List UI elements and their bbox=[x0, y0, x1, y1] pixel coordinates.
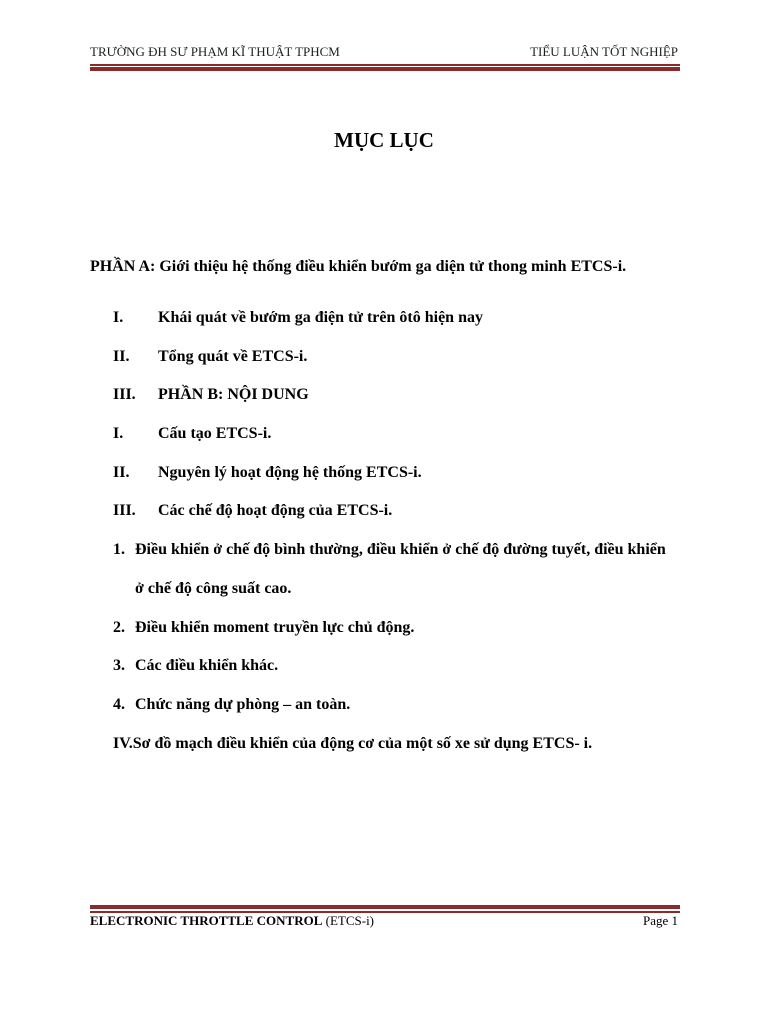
toc-item-number: III. bbox=[113, 502, 136, 519]
footer-title-abbrev: (ETCS-i) bbox=[322, 913, 375, 928]
toc-item-number: 2. bbox=[113, 619, 125, 636]
page-number: Page 1 bbox=[642, 913, 678, 928]
toc-item-number: II. bbox=[113, 464, 130, 481]
header-document-type: TIỂU LUẬN TỐT NGHIỆP bbox=[530, 44, 678, 59]
toc-item-text: PHẦN B: NỘI DUNG bbox=[158, 386, 309, 403]
toc-item-text: Chức năng dự phòng – an toàn. bbox=[135, 696, 351, 713]
toc-item-number: 3. bbox=[113, 657, 125, 674]
footer-rule-thick bbox=[90, 905, 680, 909]
toc-item-text: Khái quát về bướm ga điện tử trên ôtô hiện nay bbox=[158, 309, 483, 326]
header-rule-thin bbox=[90, 64, 680, 66]
page-title: MỤC LỤC bbox=[334, 128, 434, 152]
page-header bbox=[90, 44, 678, 64]
footer-title-bold: ELECTRONIC THROTTLE CONTROL bbox=[90, 913, 323, 928]
toc-item-text: Điều khiển ở chế độ bình thường, điều khiển ở chế độ đường tuyết, điều khiển bbox=[135, 541, 666, 558]
toc-item-number: I. bbox=[113, 425, 124, 442]
toc-item-text: ở chế độ công suất cao. bbox=[135, 580, 292, 597]
page-footer bbox=[90, 913, 678, 933]
footer-document-title bbox=[90, 913, 374, 929]
part-a-heading: PHẦN A: Giới thiệu hệ thống điều khiển bướm ga diện tử thong minh ETCS-i. bbox=[90, 258, 627, 275]
toc-item-number: III. bbox=[113, 386, 136, 403]
toc-item-number: 4. bbox=[113, 696, 125, 713]
toc-item-number: II. bbox=[113, 348, 130, 365]
toc-item-number: I. bbox=[113, 309, 124, 326]
toc-item-number: 1. bbox=[113, 541, 125, 558]
toc-item-text: Tổng quát về ETCS-i. bbox=[158, 348, 308, 365]
toc-item-text: Cấu tạo ETCS-i. bbox=[158, 425, 272, 442]
toc-item-text: Điều khiển moment truyền lực chủ động. bbox=[135, 619, 415, 636]
toc-item-text: IV.Sơ đồ mạch điều khiển của động cơ của một số xe sử dụng ETCS- i. bbox=[113, 735, 593, 752]
toc-item-text: Các chế độ hoạt động của ETCS-i. bbox=[158, 502, 393, 519]
header-school-name: TRƯỜNG ĐH SƯ PHẠM KĨ THUẬT TPHCM bbox=[90, 44, 340, 59]
toc-item-text: Các điều khiển khác. bbox=[135, 657, 279, 674]
header-rule-thick bbox=[90, 67, 680, 71]
toc-item-text: Nguyên lý hoạt động hệ thống ETCS-i. bbox=[158, 464, 422, 481]
